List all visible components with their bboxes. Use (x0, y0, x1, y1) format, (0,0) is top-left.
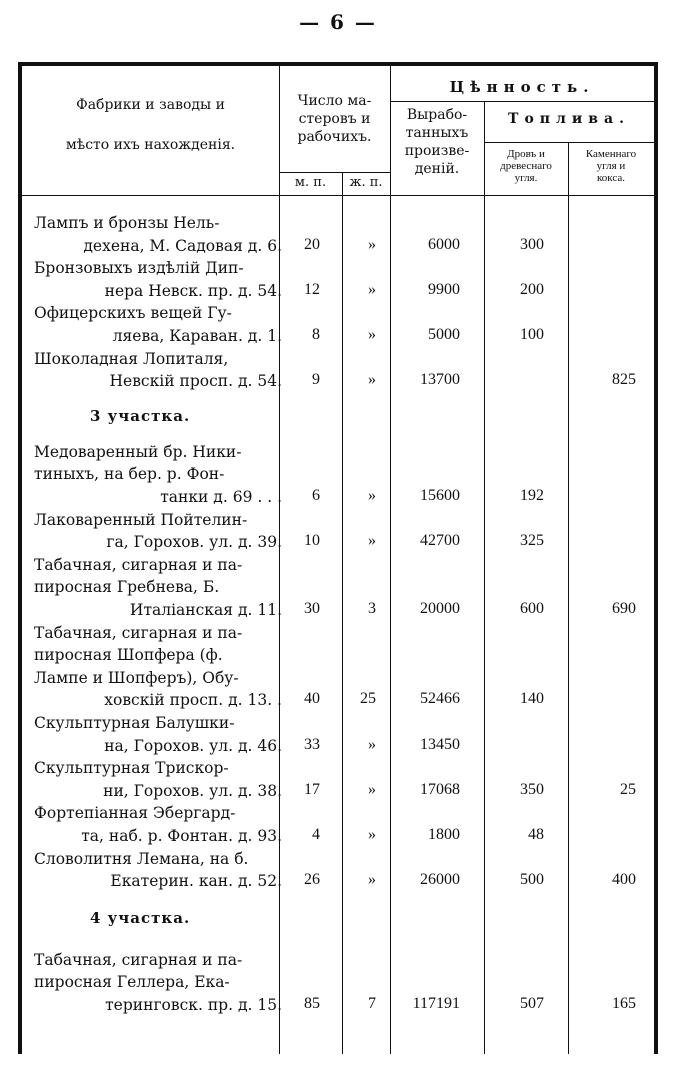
section-heading: 3 участка. (90, 406, 191, 425)
factory-name-line: Лампе и Шопферъ), Обу- (34, 668, 239, 687)
cell-products: 26000 (420, 871, 460, 889)
cell-products: 5000 (428, 326, 460, 343)
cell-male: 40 (304, 690, 320, 708)
header-workers-line: стеровъ и (298, 111, 371, 127)
factory-name-line: Шоколадная Лопиталя, (34, 349, 229, 368)
cell-female: » (368, 487, 376, 504)
cell-female: » (368, 826, 376, 843)
header-products-line: Вырабо- (406, 107, 468, 123)
table-frame (18, 62, 658, 1054)
header-workers-line: рабочихъ. (297, 129, 372, 145)
factory-name-line: Словолитня Лемана, на б. (34, 849, 249, 868)
header-rule (390, 101, 654, 102)
factory-name (34, 802, 282, 847)
col-rule (342, 172, 343, 1054)
factory-name-line: танки д. 69 . . . (160, 487, 282, 506)
cell-female: 7 (368, 995, 376, 1012)
factory-name-line: Скульптурная Трискор- (34, 759, 229, 778)
cell-products: 17068 (420, 780, 460, 798)
cell-wood: 350 (520, 780, 544, 798)
factory-name-line: Фортепіанная Эбергард- (34, 804, 236, 823)
cell-products: 117191 (412, 995, 460, 1012)
col-rule (390, 66, 391, 1054)
factory-name (34, 348, 282, 393)
header-wood-line: Дровъ и (507, 148, 545, 160)
cell-male: 20 (304, 235, 320, 253)
factory-name (34, 554, 282, 622)
cell-wood: 140 (520, 690, 544, 708)
cell-wood: 200 (520, 280, 544, 298)
header-rule (279, 172, 390, 173)
factory-name-line: га, Горохов. ул. д. 39. (106, 533, 282, 552)
header-coal-line: Каменнаго (585, 148, 637, 160)
header-male: м. п. (294, 175, 327, 190)
header-coal (568, 148, 654, 184)
factory-name-line: Бронзовыхъ издѣлій Дип- (34, 259, 244, 278)
factory-name-line: пиросная Шопфера (ф. (34, 646, 223, 665)
header-factories-line: мѣсто ихъ нахожденія. (65, 137, 236, 153)
factory-name (34, 949, 282, 1017)
factory-name-line: ни, Горохов. ул. д. 38. (103, 781, 282, 800)
factory-name (34, 622, 282, 712)
factory-name-line: Лампъ и бронзы Нель- (34, 214, 220, 232)
cell-male: 26 (304, 871, 320, 889)
factory-name (34, 257, 282, 302)
cell-female: » (368, 235, 376, 253)
cell-wood: 500 (520, 871, 544, 889)
cell-wood: 300 (520, 235, 544, 253)
cell-products: 13700 (420, 371, 460, 389)
cell-wood: 100 (520, 326, 544, 343)
factory-name-line: Екатерин. кан. д. 52. (110, 872, 282, 891)
factory-name (34, 509, 282, 554)
cell-products: 9900 (428, 280, 460, 298)
cell-male: 12 (304, 280, 320, 298)
cell-wood: 600 (520, 600, 544, 617)
factory-name-line: Невскій просп. д. 54. (109, 372, 282, 391)
header-factories (22, 96, 279, 154)
cell-wood: 192 (520, 487, 544, 504)
header-fuel: Топлива. (508, 111, 630, 127)
cell-female: » (368, 780, 376, 798)
factory-name-line: Медоваренный бр. Ники- (34, 442, 242, 461)
cell-coal: 25 (620, 780, 636, 798)
factory-name-line: дехена, М. Садовая д. 6. (83, 236, 282, 255)
cell-female: 25 (360, 690, 376, 708)
factory-name-line: та, наб. р. Фонтан. д. 93. (81, 826, 282, 845)
factory-name-line: на, Горохов. ул. д. 46. (104, 736, 282, 755)
factory-name-line: Табачная, сигарная и па- (34, 950, 243, 969)
col-rule (568, 142, 569, 1054)
cell-wood: 48 (528, 826, 544, 843)
factory-name-line: Табачная, сигарная и па- (34, 623, 243, 642)
cell-female: » (368, 735, 376, 753)
cell-products: 13450 (420, 735, 460, 753)
factory-name (34, 441, 282, 509)
header-products-line: произве- (404, 143, 470, 159)
page-number: — 6 — (299, 10, 377, 34)
header-products (390, 106, 484, 178)
factory-name-line: нера Невск. пр. д. 54. (104, 281, 282, 300)
factory-name-line: пиросная Геллера, Ека- (34, 973, 230, 992)
cell-male: 10 (304, 532, 320, 550)
cell-wood: 325 (520, 532, 544, 550)
cell-products: 20000 (420, 600, 460, 617)
factory-name-line: Лаковаренный Пойтелин- (34, 510, 248, 529)
header-rule (484, 142, 654, 143)
cell-products: 52466 (420, 690, 460, 708)
header-products-line: танныхъ (405, 125, 469, 141)
cell-male: 33 (304, 735, 320, 753)
factory-name (34, 848, 282, 893)
header-wood-line: угля. (514, 172, 538, 184)
factory-name (34, 712, 282, 757)
cell-products: 6000 (428, 235, 460, 253)
col-rule (484, 101, 485, 1054)
cell-coal: 825 (612, 371, 636, 389)
cell-male: 4 (312, 826, 320, 843)
header-value: Цѣнность. (449, 78, 595, 96)
cell-products: 1800 (428, 826, 460, 843)
factory-name (34, 757, 282, 802)
factory-name-line: теринговск. пр. д. 15. (105, 995, 282, 1014)
header-factories-line: Фабрики и заводы и (76, 97, 225, 113)
header-coal-line: угля и (596, 160, 626, 172)
cell-products: 15600 (420, 487, 460, 504)
header-wood (484, 148, 568, 184)
factory-name-line: пиросная Гребнева, Б. (34, 578, 220, 597)
cell-male: 30 (304, 600, 320, 617)
cell-coal: 165 (612, 995, 636, 1012)
cell-coal: 400 (612, 871, 636, 889)
cell-male: 9 (312, 371, 320, 389)
factory-name-line: ляева, Караван. д. 1. (112, 326, 282, 345)
cell-products: 42700 (420, 532, 460, 550)
cell-male: 8 (312, 326, 320, 343)
cell-wood: 507 (520, 995, 544, 1012)
factory-name-line: Италіанская д. 11. (129, 600, 282, 619)
header-bottom-rule (22, 195, 654, 196)
factory-name-line: тиныхъ, на бер. р. Фон- (34, 465, 225, 484)
header-female: ж. п. (349, 175, 383, 190)
factory-name (34, 212, 282, 257)
cell-coal: 690 (612, 600, 636, 617)
header-workers-line: Число ма- (297, 93, 372, 109)
factory-name-line: Офицерскихъ вещей Гу- (34, 304, 232, 323)
cell-female: » (368, 326, 376, 343)
header-coal-line: кокса. (596, 172, 625, 184)
cell-female: » (368, 371, 376, 389)
cell-male: 6 (312, 487, 320, 504)
factory-name-line: Скульптурная Балушки- (34, 714, 235, 732)
factory-name (34, 302, 282, 347)
section-heading: 4 участка. (90, 908, 191, 927)
header-products-line: деній. (414, 161, 460, 177)
cell-male: 17 (304, 780, 320, 798)
header-wood-line: древеснаго (500, 160, 552, 172)
factory-name-line: ховскій просп. д. 13. . (104, 691, 282, 710)
header-workers (279, 92, 390, 146)
cell-female: » (368, 532, 376, 550)
cell-female: » (368, 871, 376, 889)
cell-male: 85 (304, 995, 320, 1012)
cell-female: » (368, 280, 376, 298)
cell-female: 3 (368, 600, 376, 617)
factory-name-line: Табачная, сигарная и па- (34, 555, 243, 574)
